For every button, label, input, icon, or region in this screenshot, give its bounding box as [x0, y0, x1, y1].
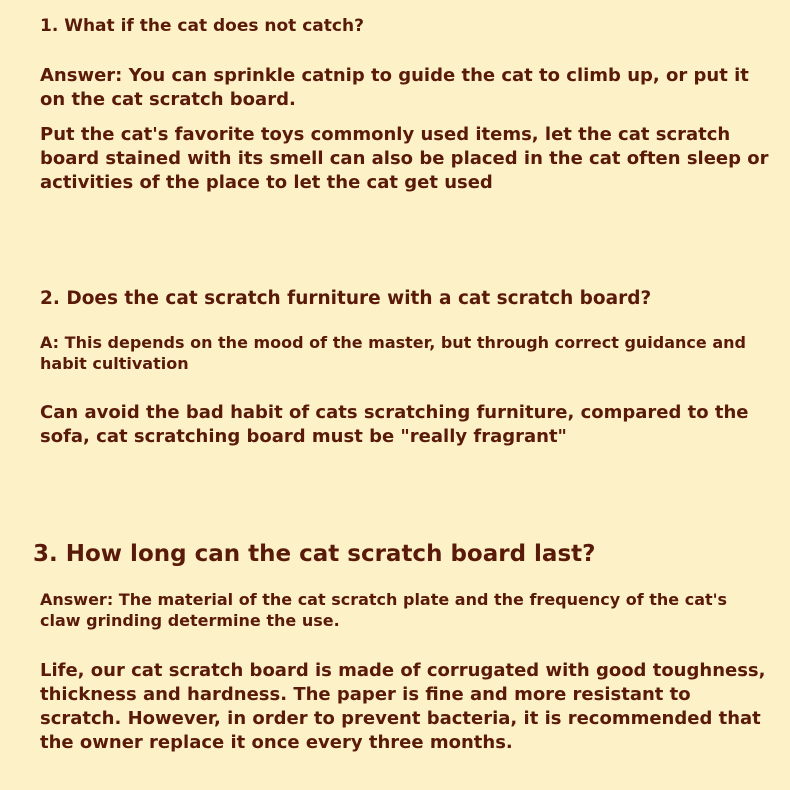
detail-2-text: Can avoid the bad habit of cats scratching furniture, compared to the sofa, cat scratching board must be "really fragrant" [40, 402, 749, 447]
question-3-heading: 3. How long can the cat scratch board last? [33, 541, 596, 567]
answer-1-text: Answer: You can sprinkle catnip to guide the cat to climb up, or put it on the cat scratch board. [40, 65, 749, 110]
answer-3-text: Answer: The material of the cat scratch plate and the frequency of the cat's claw grinding determine the use. [40, 590, 728, 630]
question-2-heading: 2. Does the cat scratch furniture with a cat scratch board? [40, 288, 652, 309]
detail-3-text: Life, our cat scratch board is made of corrugated with good toughness, thickness and hardness. The paper is fine and more resistant to scratch. However, in order to prevent bacteria, it is recommended that the owner replace it once every three months. [40, 660, 766, 753]
detail-1-text: Put the cat's favorite toys commonly used items, let the cat scratch board stained with its smell can also be placed in the cat often sleep or activities of the place to let the cat get used [40, 124, 769, 193]
question-1-heading: 1. What if the cat does not catch? [40, 16, 364, 36]
answer-2-text: A: This depends on the mood of the master, but through correct guidance and habit cultivation [40, 333, 746, 373]
